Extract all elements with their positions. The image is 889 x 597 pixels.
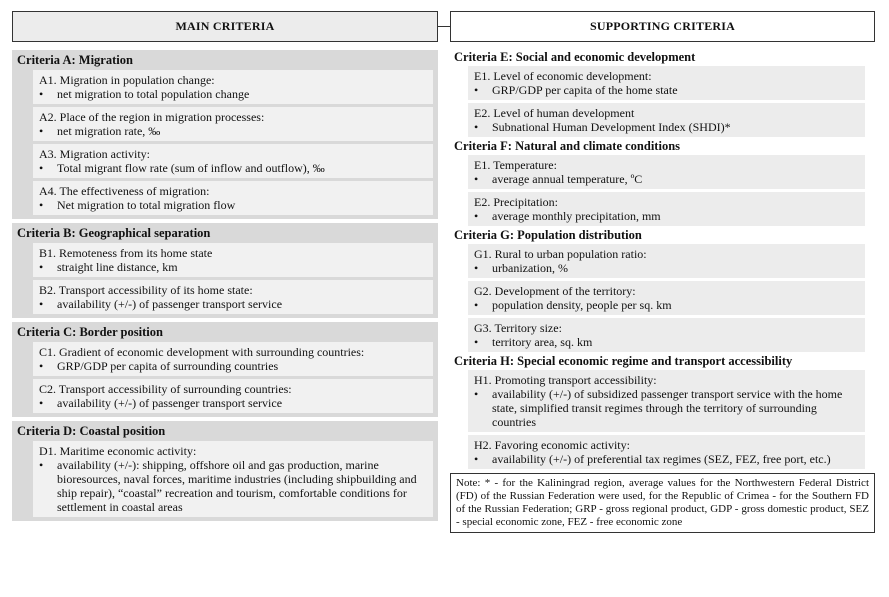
bullet-icon: • <box>39 396 44 410</box>
criteria-section <box>450 50 875 137</box>
bullet-icon: • <box>474 83 479 97</box>
criterion-item <box>468 281 865 315</box>
bullet-icon: • <box>39 124 44 138</box>
criterion-item <box>33 144 433 178</box>
criterion-label: A1. Migration in population change: <box>39 73 215 87</box>
criterion-label: G2. Development of the territory: <box>474 284 636 298</box>
criteria-title: Criteria D: Coastal position <box>17 424 166 438</box>
indicator-text: population density, people per sq. km <box>492 298 672 312</box>
criterion-item <box>33 379 433 413</box>
criterion-label: C2. Transport accessibility of surrounding countries: <box>39 382 292 396</box>
indicator-row <box>474 120 861 134</box>
indicator-row <box>474 172 861 186</box>
indicator-text: urbanization, % <box>492 261 568 275</box>
criteria-title: Criteria E: Social and economic development <box>454 50 696 64</box>
criteria-section <box>450 354 875 469</box>
indicator-row <box>474 335 861 349</box>
bullet-icon: • <box>39 359 44 373</box>
indicator-row <box>39 198 429 212</box>
indicator-text: availability (+/-) of passenger transport service <box>57 297 283 311</box>
criterion-item <box>468 66 865 100</box>
indicator-text: straight line distance, km <box>57 260 178 274</box>
bullet-icon: • <box>39 161 44 175</box>
indicator-text: availability (+/-) of subsidized passenger transport service with the home state, simplified transit regimes through the territory of surrounding countries <box>492 387 843 429</box>
criterion-label: H2. Favoring economic activity: <box>474 438 630 452</box>
criteria-section <box>450 228 875 352</box>
criterion-item <box>33 181 433 215</box>
indicator-row <box>474 387 861 429</box>
indicator-row <box>474 452 861 466</box>
indicator-text: GRP/GDP per capita of surrounding countries <box>57 359 279 373</box>
indicator-row <box>474 209 861 223</box>
criterion-label: E1. Level of economic development: <box>474 69 652 83</box>
indicator-text: Subnational Human Development Index (SHDI)* <box>492 120 731 134</box>
bullet-icon: • <box>474 335 479 349</box>
connector-line <box>438 26 450 27</box>
criteria-section <box>12 421 438 521</box>
indicator-row <box>39 87 429 101</box>
supporting-criteria-column <box>450 50 875 533</box>
criterion-item <box>468 103 865 137</box>
main-criteria-header: MAIN CRITERIA <box>12 11 438 42</box>
indicator-row <box>39 297 429 311</box>
bullet-icon: • <box>39 458 44 472</box>
bullet-icon: • <box>474 298 479 312</box>
criteria-title: Criteria A: Migration <box>17 53 133 67</box>
criterion-label: B2. Transport accessibility of its home state: <box>39 283 253 297</box>
criteria-section <box>450 139 875 226</box>
indicator-row <box>474 261 861 275</box>
criterion-label: D1. Maritime economic activity: <box>39 444 197 458</box>
bullet-icon: • <box>39 297 44 311</box>
bullet-icon: • <box>474 209 479 223</box>
footnote: Note: * - for the Kaliningrad region, average values for the Northwestern Federal District (FD) of the Russian Federation were used, for the Republic of Crimea - for the Southern FD of the Russian Federation; GRP - gross regional product, GDP - gross domestic product, SEZ - special economic zone, FEZ - free economic zone <box>450 473 875 533</box>
indicator-text: availability (+/-) of preferential tax regimes (SEZ, FEZ, free port, etc.) <box>492 452 831 466</box>
criterion-item <box>33 441 433 517</box>
criteria-title: Criteria H: Special economic regime and transport accessibility <box>454 354 793 368</box>
bullet-icon: • <box>39 198 44 212</box>
criterion-item <box>468 244 865 278</box>
indicator-row <box>474 83 861 97</box>
criterion-label: A4. The effectiveness of migration: <box>39 184 210 198</box>
indicator-row <box>474 298 861 312</box>
criterion-label: A3. Migration activity: <box>39 147 150 161</box>
criterion-label: E2. Level of human development <box>474 106 635 120</box>
indicator-row <box>39 124 429 138</box>
criterion-label: G3. Territory size: <box>474 321 562 335</box>
supporting-criteria-header: SUPPORTING CRITERIA <box>450 11 875 42</box>
criteria-section <box>12 322 438 417</box>
criterion-item <box>468 318 865 352</box>
criterion-label: E1. Temperature: <box>474 158 557 172</box>
criterion-item <box>468 155 865 189</box>
main-criteria-column <box>12 50 438 525</box>
criterion-item <box>468 435 865 469</box>
supporting-sections <box>450 50 875 469</box>
bullet-icon: • <box>474 172 479 186</box>
bullet-icon: • <box>474 261 479 275</box>
criterion-label: G1. Rural to urban population ratio: <box>474 247 647 261</box>
bullet-icon: • <box>474 452 479 466</box>
criterion-label: E2. Precipitation: <box>474 195 558 209</box>
criterion-item <box>468 192 865 226</box>
indicator-text: Net migration to total migration flow <box>57 198 236 212</box>
indicator-text: net migration rate, ‰ <box>57 124 161 138</box>
indicator-text: availability (+/-): shipping, offshore oil and gas production, marine bioresources, naval forces, maritime industries (including shipbuilding and ship repair), “coastal” recreation and tourism, comfortable conditions for settlement in coastal areas <box>57 458 417 514</box>
criterion-label: H1. Promoting transport accessibility: <box>474 373 657 387</box>
bullet-icon: • <box>474 387 479 401</box>
criteria-title: Criteria G: Population distribution <box>454 228 642 242</box>
indicator-text: net migration to total population change <box>57 87 250 101</box>
criterion-label: C1. Gradient of economic development with surrounding countries: <box>39 345 365 359</box>
bullet-icon: • <box>474 120 479 134</box>
indicator-text: average monthly precipitation, mm <box>492 209 661 223</box>
indicator-text: availability (+/-) of passenger transport service <box>57 396 283 410</box>
indicator-row <box>39 260 429 274</box>
criterion-item <box>468 370 865 432</box>
criteria-title: Criteria F: Natural and climate conditions <box>454 139 681 153</box>
criterion-item <box>33 280 433 314</box>
indicator-row <box>39 396 429 410</box>
criterion-label: A2. Place of the region in migration processes: <box>39 110 265 124</box>
criteria-title: Criteria C: Border position <box>17 325 163 339</box>
criterion-item <box>33 70 433 104</box>
criterion-item <box>33 342 433 376</box>
indicator-text: GRP/GDP per capita of the home state <box>492 83 678 97</box>
indicator-text: Total migrant flow rate (sum of inflow and outflow), ‰ <box>57 161 325 175</box>
criteria-section <box>12 223 438 318</box>
criteria-title: Criteria B: Geographical separation <box>17 226 211 240</box>
indicator-text: average annual temperature, ºC <box>492 172 643 186</box>
criterion-item <box>33 243 433 277</box>
indicator-row <box>39 161 429 175</box>
criterion-item <box>33 107 433 141</box>
indicator-row <box>39 359 429 373</box>
bullet-icon: • <box>39 87 44 101</box>
indicator-text: territory area, sq. km <box>492 335 593 349</box>
indicator-row <box>39 458 429 514</box>
bullet-icon: • <box>39 260 44 274</box>
criteria-section <box>12 50 438 219</box>
criterion-label: B1. Remoteness from its home state <box>39 246 213 260</box>
